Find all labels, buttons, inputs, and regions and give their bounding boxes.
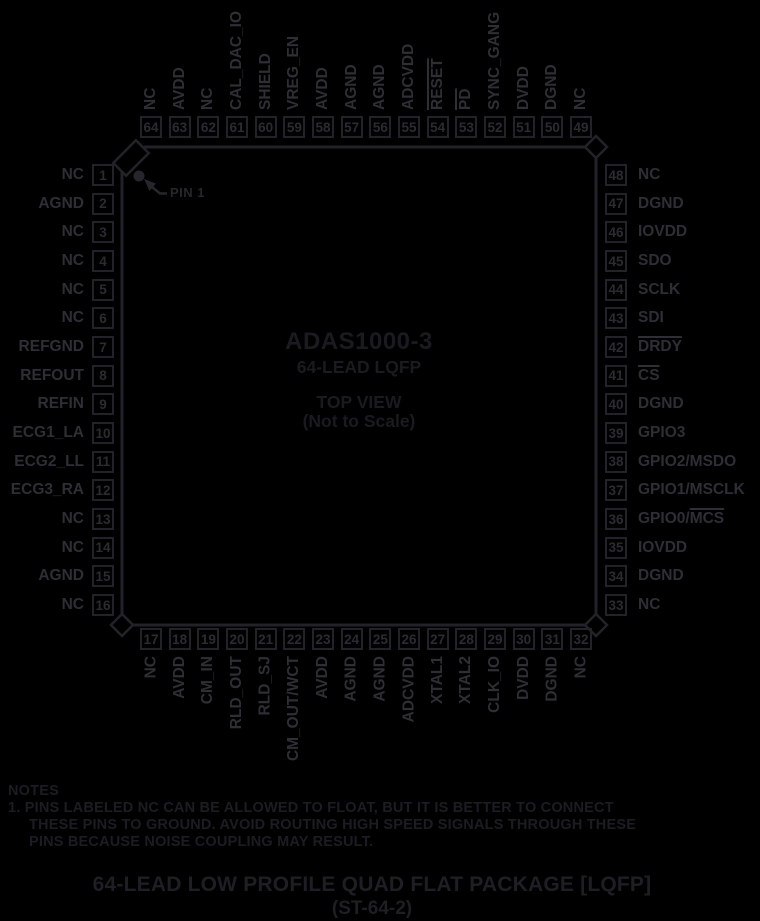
chip-view-label: TOP VIEW [316, 392, 402, 412]
pin-box-2: 2 [92, 193, 114, 215]
pin-box-47: 47 [605, 193, 627, 215]
pin-box-21: 21 [255, 628, 277, 650]
pin-label-41: $\overline{CS}$ [638, 366, 660, 384]
pin-box-41: 41 [605, 365, 627, 387]
pin-label-26: ADCVDD [400, 656, 418, 723]
pin-box-62: 62 [197, 116, 219, 138]
pin-box-45: 45 [605, 250, 627, 272]
pin-box-43: 43 [605, 307, 627, 329]
notes-block [8, 783, 636, 851]
pin-label-46: IOVDD [638, 223, 688, 241]
pin-box-30: 30 [513, 628, 535, 650]
pin-label-22: CM_OUT/WCT [285, 656, 303, 762]
pin-box-31: 31 [541, 628, 563, 650]
pin-box-55: 55 [398, 116, 420, 138]
pin-box-50: 50 [541, 116, 563, 138]
pin-label-35: IOVDD [638, 538, 688, 556]
pin-box-54: 54 [427, 116, 449, 138]
pin1-arrow-line [152, 187, 167, 194]
pin-label-14: NC [61, 538, 84, 556]
notes-line-1: 1. PINS LABELED NC CAN BE ALLOWED TO FLOAT, BUT IT IS BETTER TO CONNECT [8, 800, 614, 816]
pin-label-11: ECG2_LL [14, 452, 84, 470]
pin-box-25: 25 [369, 628, 391, 650]
pin-label-13: NC [61, 510, 84, 527]
pin-box-53: 53 [455, 116, 477, 138]
pin-box-38: 38 [605, 451, 627, 473]
pin-box-3: 3 [92, 221, 114, 243]
pin-box-64: 64 [140, 116, 162, 138]
pin-label-21: RLD_SJ [256, 656, 274, 716]
pin-label-1: NC [61, 166, 84, 183]
pin-label-45: SDO [638, 252, 672, 269]
pin-label-6: NC [61, 309, 84, 327]
pin-box-14: 14 [92, 537, 114, 559]
pin1-corner-chamfer [113, 140, 148, 175]
pin-box-56: 56 [369, 116, 391, 138]
notes-heading: NOTES [8, 783, 59, 799]
pin-box-28: 28 [455, 628, 477, 650]
chip-center-text [122, 329, 596, 431]
pin-box-29: 29 [484, 628, 506, 650]
corner-diamond-bottom-left [111, 614, 133, 636]
pin-label-42: DRDY [638, 338, 682, 355]
pin-box-42: 42 [605, 336, 627, 358]
pin-label-57: AGND [342, 64, 360, 110]
pin-box-7: 7 [92, 336, 114, 358]
pin-box-60: 60 [255, 116, 277, 138]
pin-label-34: DGND [638, 567, 684, 585]
pin-box-10: 10 [92, 422, 114, 444]
pin-label-15: AGND [38, 567, 84, 585]
pin-label-64: NC [142, 87, 159, 110]
pin-label-47: DGND [638, 194, 684, 212]
pin-box-26: 26 [398, 628, 420, 650]
pin-box-33: 33 [605, 594, 627, 616]
pin-label-49: NC [572, 87, 589, 110]
pin-label-17: NC [142, 656, 159, 679]
pin-label-59: VREG_EN [285, 35, 303, 110]
pin-label-30: DVDD [514, 656, 532, 700]
pin-box-20: 20 [226, 628, 248, 650]
pin-box-24: 24 [341, 628, 363, 650]
pin-box-9: 9 [92, 393, 114, 415]
pin-label-48: NC [638, 166, 661, 183]
pin-label-33: NC [638, 596, 661, 613]
pin-box-11: 11 [92, 451, 114, 473]
package-caption: 64-LEAD LOW PROFILE QUAD FLAT PACKAGE [LQFP] [92, 873, 652, 896]
pin-box-37: 37 [605, 479, 627, 501]
pin-label-3: NC [61, 223, 84, 241]
pin-label-12: ECG3_RA [10, 481, 84, 499]
pin-box-6: 6 [92, 307, 114, 329]
pin-label-23: AVDD [314, 656, 332, 699]
pin-label-43: SDI [638, 309, 664, 327]
pin-box-5: 5 [92, 279, 114, 301]
pin-label-36: $GPIO0/\overline{MCS}$ [638, 510, 725, 527]
pin-label-5: NC [61, 280, 84, 298]
pin-box-49: 49 [570, 116, 592, 138]
pin-label-24: AGND [342, 656, 360, 702]
pin-label-25: AGND [371, 656, 389, 702]
chip-scale-note: (Not to Scale) [302, 411, 416, 431]
pin-box-32: 32 [570, 628, 592, 650]
pin-label-62: NC [199, 87, 217, 110]
pin-box-8: 8 [92, 365, 114, 387]
pin-label-44: SCLK [638, 280, 681, 298]
pin-label-56: AGND [371, 64, 389, 110]
pin-box-46: 46 [605, 221, 627, 243]
pin-box-4: 4 [92, 250, 114, 272]
pin-box-63: 63 [169, 116, 191, 138]
pin-box-1: 1 [92, 164, 114, 186]
pin-label-31: DGND [543, 656, 561, 702]
pin-box-36: 36 [605, 508, 627, 530]
pin-label-20: RLD_OUT [228, 656, 246, 730]
notes-line-2: THESE PINS TO GROUND. AVOID ROUTING HIGH SPEED SIGNALS THROUGH THESE [29, 817, 637, 833]
pin-label-58: AVDD [314, 67, 331, 110]
pin-box-17: 17 [140, 628, 162, 650]
pin-label-10: ECG1_LA [12, 424, 84, 441]
pin-label-9: REFIN [37, 395, 84, 413]
pin-label-63: AVDD [170, 67, 188, 110]
pin-box-59: 59 [283, 116, 305, 138]
pin-label-4: NC [61, 252, 84, 269]
figure-caption [0, 873, 744, 919]
pin-box-19: 19 [197, 628, 219, 650]
pin-label-55: ADCVDD [400, 43, 417, 110]
pin-box-23: 23 [312, 628, 334, 650]
pin1-text-label: PIN 1 [170, 185, 206, 200]
pin-box-58: 58 [312, 116, 334, 138]
chip-package-type: 64-LEAD LQFP [296, 357, 422, 377]
pin-box-12: 12 [92, 479, 114, 501]
pin-box-48: 48 [605, 164, 627, 186]
pin-box-57: 57 [341, 116, 363, 138]
pin-label-38: GPIO2/MSDO [638, 452, 737, 470]
pin-box-16: 16 [92, 594, 114, 616]
pin-label-29: CLK_IO [486, 656, 504, 713]
pin-label-52: SYNC_GANG [486, 11, 503, 110]
pin-label-28: XTAL2 [457, 656, 475, 704]
chip-part-number: ADAS1000-3 [285, 328, 433, 355]
pin-label-18: AVDD [170, 656, 188, 699]
pin-label-2: AGND [38, 194, 84, 212]
pin-label-8: REFOUT [20, 366, 84, 384]
pin-label-7: REFGND [18, 338, 84, 355]
pin-box-39: 39 [605, 422, 627, 444]
pin-box-22: 22 [283, 628, 305, 650]
pin-box-35: 35 [605, 537, 627, 559]
pin1-dot [134, 171, 145, 182]
pin-box-27: 27 [427, 628, 449, 650]
pin-label-53: $\overline{PD}$ [457, 88, 475, 110]
pin-box-61: 61 [226, 116, 248, 138]
notes-line-3: PINS BECAUSE NOISE COUPLING MAY RESULT. [29, 834, 374, 850]
pin-box-18: 18 [169, 628, 191, 650]
package-code: (ST-64-2) [331, 898, 413, 919]
pin-box-15: 15 [92, 565, 114, 587]
pin-label-19: CM_IN [199, 656, 217, 705]
pin-label-50: DGND [543, 64, 561, 110]
pin-box-13: 13 [92, 508, 114, 530]
pin-box-51: 51 [513, 116, 535, 138]
pin-label-32: NC [572, 656, 590, 679]
pin-label-54: RESET [428, 58, 446, 110]
pin-label-51: DVDD [514, 66, 532, 110]
pin-box-34: 34 [605, 565, 627, 587]
pin-label-40: DGND [638, 395, 684, 413]
pin-label-60: SHIELD [256, 53, 274, 110]
pin-label-37: GPIO1/MSCLK [638, 481, 745, 499]
pin-box-40: 40 [605, 393, 627, 415]
pin-label-39: GPIO3 [638, 424, 686, 441]
pin-label-61: CAL_DAC_IO [228, 10, 245, 110]
corner-diamond-top-right [585, 136, 607, 158]
pin-label-27: XTAL1 [428, 656, 446, 704]
pin-box-52: 52 [484, 116, 506, 138]
pin-box-44: 44 [605, 279, 627, 301]
pin-label-16: NC [61, 596, 84, 613]
